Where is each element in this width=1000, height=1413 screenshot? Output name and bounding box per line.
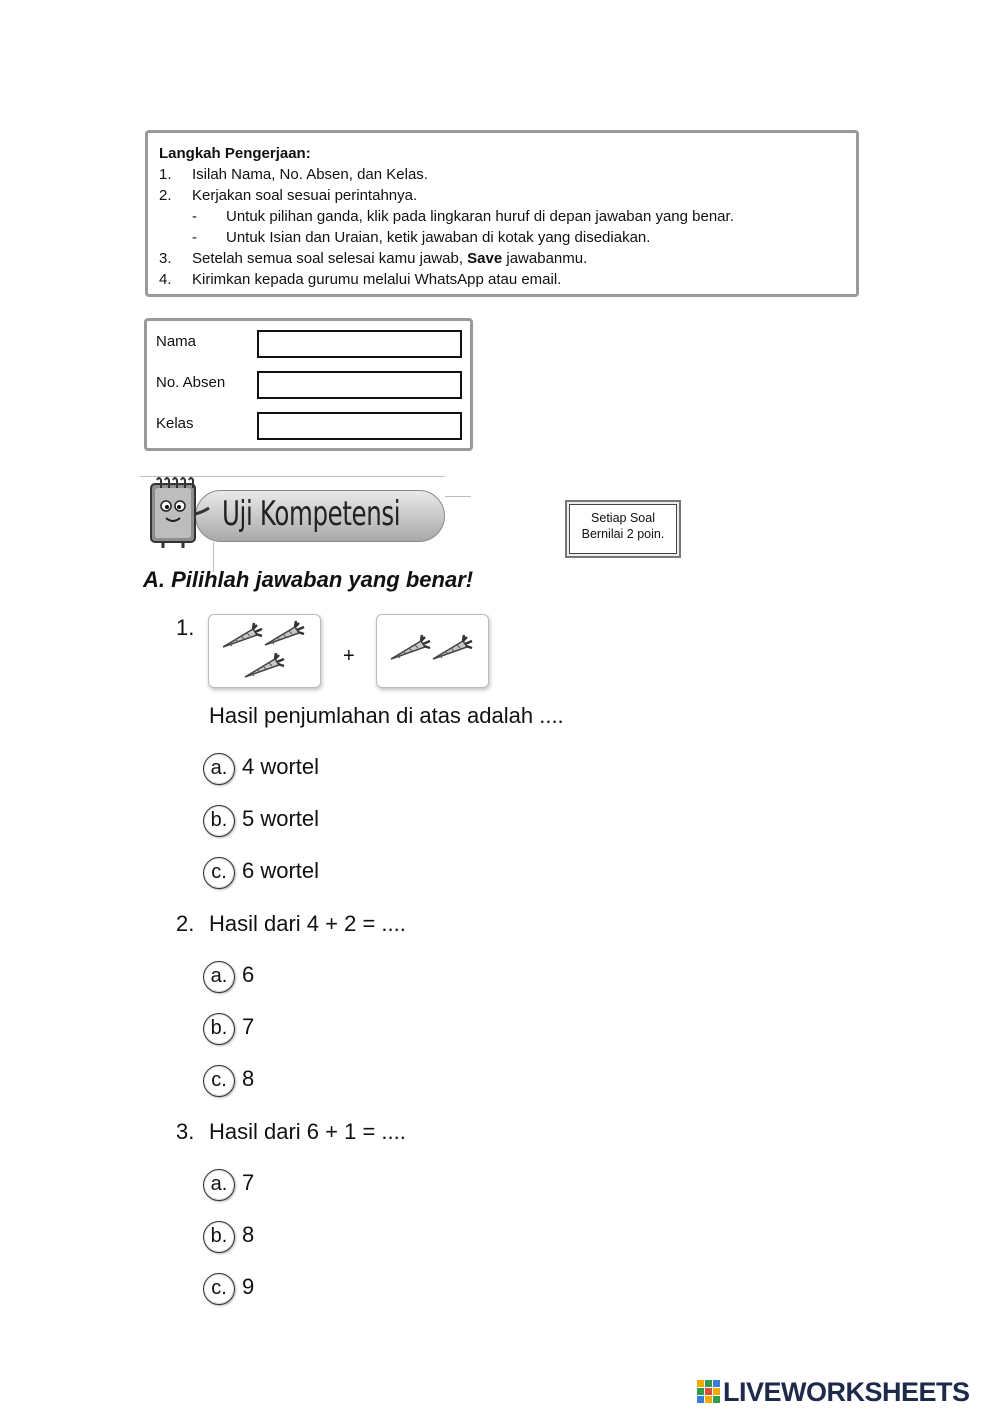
option-text: 9	[242, 1274, 255, 1299]
plus-sign: +	[343, 645, 355, 667]
option-text: 8	[242, 1222, 255, 1247]
banner-title: Uji Kompetensi	[222, 494, 401, 534]
option-circle[interactable]: a.	[203, 753, 235, 785]
instruction-step: 1. Isilah Nama, No. Absen, dan Kelas.	[159, 166, 428, 183]
option-text: 7	[242, 1170, 255, 1195]
instruction-substep: - Untuk pilihan ganda, klik pada lingkaran huruf di depan jawaban yang benar.	[192, 208, 734, 225]
section-banner	[140, 472, 475, 572]
question-text: Hasil penjumlahan di atas adalah ....	[209, 703, 564, 728]
option-text: 6 wortel	[242, 858, 320, 883]
instruction-step: 4. Kirimkan kepada gurumu melalui WhatsApp atau email.	[159, 271, 562, 288]
liveworksheets-logo-icon	[697, 1380, 721, 1404]
points-note: Setiap Soal Bernilai 2 poin.	[565, 500, 681, 558]
instruction-substep: - Untuk Isian dan Uraian, ketik jawaban di kotak yang disediakan.	[192, 229, 651, 246]
question-number: 1.	[176, 615, 195, 640]
name-label: Nama	[156, 333, 197, 350]
question-number: 3.	[176, 1119, 195, 1144]
option-text: 6	[242, 962, 255, 987]
absen-label: No. Absen	[156, 374, 226, 391]
option-circle[interactable]: c.	[203, 1273, 235, 1305]
class-field[interactable]	[257, 412, 462, 440]
option-text: 4 wortel	[242, 754, 320, 779]
carrot-icon	[245, 653, 284, 677]
option-circle[interactable]: c.	[203, 1065, 235, 1097]
option-circle[interactable]: a.	[203, 961, 235, 993]
option-circle[interactable]: c.	[203, 857, 235, 889]
carrot-icon	[223, 623, 262, 647]
question-number: 2.	[176, 911, 195, 936]
instructions-box	[145, 130, 859, 297]
question-text: Hasil dari 6 + 1 = ....	[209, 1119, 406, 1144]
identity-form	[144, 318, 473, 451]
class-label: Kelas	[156, 415, 194, 432]
instruction-step: 3. Setelah semua soal selesai kamu jawab, Save jawabanmu.	[159, 250, 588, 267]
carrot-icon	[391, 635, 430, 659]
instruction-step: 2. Kerjakan soal sesuai perintahnya.	[159, 187, 418, 204]
liveworksheets-logo	[697, 1377, 997, 1407]
carrot-image-left	[208, 614, 321, 688]
section-title: A. Pilihlah jawaban yang benar!	[143, 567, 474, 592]
option-circle[interactable]: b.	[203, 1221, 235, 1253]
save-emphasis: Save	[467, 250, 503, 267]
option-text: 7	[242, 1014, 255, 1039]
notebook-mascot-icon	[143, 474, 215, 550]
option-text: 8	[242, 1066, 255, 1091]
name-field[interactable]	[257, 330, 462, 358]
option-circle[interactable]: a.	[203, 1169, 235, 1201]
instructions-title: Langkah Pengerjaan:	[159, 145, 311, 162]
option-text: 5 wortel	[242, 806, 320, 831]
carrot-icon	[265, 621, 304, 645]
carrot-icon	[433, 635, 472, 659]
brand-name: LIVEWORKSHEETS	[723, 1377, 970, 1407]
carrot-image-right	[376, 614, 489, 688]
absen-field[interactable]	[257, 371, 462, 399]
question-text: Hasil dari 4 + 2 = ....	[209, 911, 406, 936]
option-circle[interactable]: b.	[203, 805, 235, 837]
option-circle[interactable]: b.	[203, 1013, 235, 1045]
